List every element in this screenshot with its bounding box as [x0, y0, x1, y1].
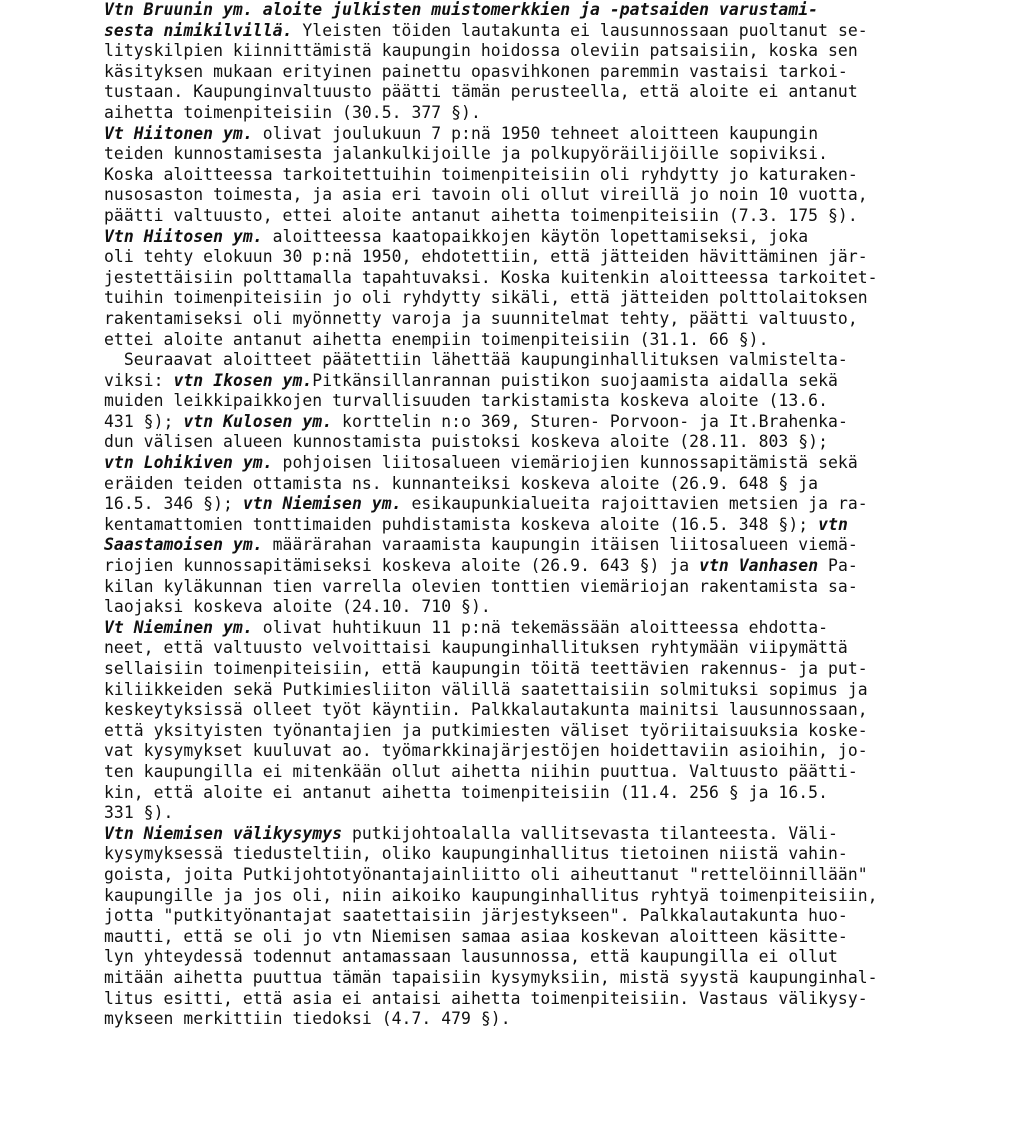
text-run: muiden leikkipaikkojen turvallisuuden tarkistamista koskeva aloite (13.6.	[104, 391, 829, 411]
text-run: jestettäisiin polttamalla tapahtuvaksi. Koska kuitenkin aloitteessa tarkoitet-	[104, 267, 878, 287]
text-run: goista, joita Putkijohtotyönantajainliitto oli aiheuttanut "rettelöinnillään"	[104, 864, 868, 884]
text-line	[104, 309, 1004, 330]
text-run: vat kysymykset kuuluvat ao. työmarkkinajärjestöjen hoidettaviin asioihin, jo-	[104, 741, 868, 761]
text-run: Pitkänsillanrannan puistikon suojaamista aidalla sekä	[312, 370, 838, 390]
text-line	[104, 597, 1004, 618]
emphasized-name: Saastamoisen ym.	[104, 535, 263, 555]
text-line	[104, 185, 1004, 206]
text-run: teiden kunnostamisesta jalankulkijoille ja polkupyöräilijöille sopiviksi.	[104, 144, 829, 164]
text-line	[104, 556, 1004, 577]
emphasized-name: vtn Lohikiven ym.	[104, 453, 273, 473]
text-line	[104, 330, 1004, 351]
text-run: kysymyksessä tiedusteltiin, oliko kaupunginhallitus tietoinen niistä vahin-	[104, 844, 848, 864]
text-line	[104, 206, 1004, 227]
text-run: Seuraavat aloitteet päätettiin lähettää kaupunginhallituksen valmistelta-	[104, 350, 848, 370]
text-run: litus esitti, että asia ei antaisi aihetta toimenpiteisiin. Vastaus välikysy-	[104, 988, 868, 1008]
text-line	[104, 124, 1004, 145]
text-run: 331 §).	[104, 803, 174, 823]
text-line	[104, 762, 1004, 783]
text-line	[104, 41, 1004, 62]
text-line	[104, 21, 1004, 42]
text-line	[104, 906, 1004, 927]
text-line	[104, 391, 1004, 412]
text-run: 431 §);	[104, 411, 184, 431]
text-line	[104, 288, 1004, 309]
text-run: esikaupunkialueita rajoittavien metsien ja ra-	[401, 494, 868, 514]
text-line	[104, 453, 1004, 474]
text-run: rakentamiseksi oli myönnetty varoja ja suunnitelmat tehty, päätti valtuusto,	[104, 308, 858, 328]
text-line	[104, 618, 1004, 639]
text-run: kentamattomien tonttimaiden puhdistamista koskeva aloite (16.5. 348 §);	[104, 514, 819, 534]
text-run: lyn yhteydessä todennut antamassaan lausunnossa, että kaupungilla ei ollut	[104, 947, 838, 967]
text-run: jotta "putkityönantajat saatettaisiin järjestykseen". Palkkalautakunta huo-	[104, 906, 848, 926]
text-line	[104, 62, 1004, 83]
text-run: käsityksen mukaan erityinen painettu opasvihkonen paremmin vastaisi tarkoi-	[104, 61, 848, 81]
text-line	[104, 535, 1004, 556]
text-run: lityskilpien kiinnittämistä kaupungin hoidossa oleviin patsaisiin, koska sen	[104, 41, 858, 61]
text-line	[104, 927, 1004, 948]
text-run: olivat joulukuun 7 p:nä 1950 tehneet aloitteen kaupungin	[252, 123, 819, 143]
text-run: korttelin n:o 369, Sturen- Porvoon- ja It.Brahenka-	[332, 411, 848, 431]
text-line	[104, 494, 1004, 515]
text-line	[104, 165, 1004, 186]
emphasized-name: Vtn Hiitosen ym.	[104, 226, 263, 246]
text-line	[104, 680, 1004, 701]
text-run: aloitteessa kaatopaikkojen käytön lopettamiseksi, joka	[262, 226, 809, 246]
text-line	[104, 886, 1004, 907]
text-line	[104, 721, 1004, 742]
text-run: kilan kyläkunnan tien varrella olevien tonttien viemäriojan rakentamista sa-	[104, 576, 858, 596]
text-run: mautti, että se oli jo vtn Niemisen samaa asiaa koskevan aloitteen käsitte-	[104, 926, 848, 946]
emphasized-name: vtn Vanhasen	[699, 556, 819, 576]
text-line	[104, 989, 1004, 1010]
emphasized-name: vtn Kulosen ym.	[183, 411, 333, 431]
text-run: oli tehty elokuun 30 p:nä 1950, ehdotettiin, että jätteiden hävittäminen jär-	[104, 247, 868, 267]
text-line	[104, 824, 1004, 845]
text-run: ten kaupungilla ei mitenkään ollut aihetta niihin puuttua. Valtuusto päätti-	[104, 761, 858, 781]
emphasized-name: Vt Nieminen ym.	[104, 617, 253, 637]
text-line	[104, 247, 1004, 268]
text-run: eräiden teiden ottamista ns. kunnanteiksi koskeva aloite (26.9. 648 § ja	[104, 473, 819, 493]
text-line	[104, 700, 1004, 721]
text-run: tustaan. Kaupunginvaltuusto päätti tämän perusteella, että aloite ei antanut	[104, 82, 858, 102]
text-run: keskeytyksissä olleet työt käyntiin. Palkkalautakunta mainitsi lausunnossaan,	[104, 700, 868, 720]
text-line	[104, 803, 1004, 824]
text-run: kaupungille ja jos oli, niin aikoiko kaupunginhallitus ryhtyä toimenpiteisiin,	[104, 885, 878, 905]
text-line	[104, 1009, 1004, 1030]
text-run: mykseen merkittiin tiedoksi (4.7. 479 §).	[104, 1009, 511, 1029]
text-run: Pa-	[818, 556, 858, 576]
text-line	[104, 144, 1004, 165]
text-run: päätti valtuusto, ettei aloite antanut aihetta toimenpiteisiin (7.3. 175 §).	[104, 205, 858, 225]
text-run: kin, että aloite ei antanut aihetta toimenpiteisiin (11.4. 256 § ja 16.5.	[104, 782, 829, 802]
text-line	[104, 515, 1004, 536]
text-run: putkijohtoalalla vallitsevasta tilanteesta. Väli-	[342, 823, 838, 843]
emphasized-name: vtn	[818, 514, 848, 534]
text-line	[104, 474, 1004, 495]
text-run: mitään aihetta puuttua tämän tapaisiin kysymyksiin, mistä syystä kaupunginhal-	[104, 967, 878, 987]
emphasized-name: Vtn Bruunin ym. aloite julkisten muistomerkkien ja -patsaiden varustami-	[104, 0, 819, 19]
text-line	[104, 103, 1004, 124]
text-line	[104, 350, 1004, 371]
text-run: nusosaston toimesta, ja asia eri tavoin oli ollut vireillä jo noin 10 vuotta,	[104, 185, 868, 205]
text-run: 16.5. 346 §);	[104, 494, 243, 514]
text-line	[104, 783, 1004, 804]
text-run: Koska aloitteessa tarkoitettuihin toimenpiteisiin oli ryhdytty jo katuraken-	[104, 164, 858, 184]
text-run: tuihin toimenpiteisiin jo oli ryhdytty sikäli, että jätteiden polttolaitoksen	[104, 288, 868, 308]
text-line	[104, 659, 1004, 680]
text-run: viksi:	[104, 370, 174, 390]
text-line	[104, 577, 1004, 598]
text-line	[104, 741, 1004, 762]
text-run: että yksityisten työnantajien ja putkimiesten väliset työriitaisuuksia koske-	[104, 720, 868, 740]
emphasized-name: vtn Ikosen ym.	[173, 370, 313, 390]
emphasized-name: Vtn Niemisen välikysymys	[104, 823, 343, 843]
text-line	[104, 432, 1004, 453]
text-run: dun välisen alueen kunnostamista puistoksi koskeva aloite (28.11. 803 §);	[104, 432, 829, 452]
emphasized-name: sesta nimikilvillä.	[104, 20, 293, 40]
text-line	[104, 0, 1004, 21]
text-run: laojaksi koskeva aloite (24.10. 710 §).	[104, 597, 491, 617]
text-line	[104, 371, 1004, 392]
emphasized-name: Vt Hiitonen ym.	[104, 123, 253, 143]
text-line	[104, 82, 1004, 103]
text-run: aihetta toimenpiteisiin (30.5. 377 §).	[104, 102, 481, 122]
text-line	[104, 268, 1004, 289]
text-line	[104, 968, 1004, 989]
document-page	[104, 0, 1004, 1030]
text-run: Yleisten töiden lautakunta ei lausunnossaan puoltanut se-	[292, 20, 868, 40]
text-run: sellaisiin toimenpiteisiin, että kaupungin töitä teettävien rakennus- ja put-	[104, 659, 868, 678]
text-run: olivat huhtikuun 11 p:nä tekemässään aloitteessa ehdotta-	[252, 617, 829, 637]
text-line	[104, 412, 1004, 433]
emphasized-name: vtn Niemisen ym.	[242, 494, 402, 514]
text-run: pohjoisen liitosalueen viemäriojien kunnossapitämistä sekä	[272, 453, 858, 473]
text-run: neet, että valtuusto velvoittaisi kaupunginhallituksen ryhtymään viipymättä	[104, 638, 848, 658]
text-run: määrärahan varaamista kaupungin itäisen liitosalueen viemä-	[262, 535, 858, 555]
text-line	[104, 844, 1004, 865]
text-run: riojien kunnossapitämiseksi koskeva aloite (26.9. 643 §) ja	[104, 556, 700, 576]
text-run: kiliikkeiden sekä Putkimiesliiton välillä saatettaisiin solmituksi sopimus ja	[104, 679, 868, 699]
text-line	[104, 638, 1004, 659]
text-line	[104, 865, 1004, 886]
text-line	[104, 947, 1004, 968]
text-run: ettei aloite antanut aihetta enempiin toimenpiteisiin (31.1. 66 §).	[104, 329, 769, 349]
text-line	[104, 227, 1004, 248]
